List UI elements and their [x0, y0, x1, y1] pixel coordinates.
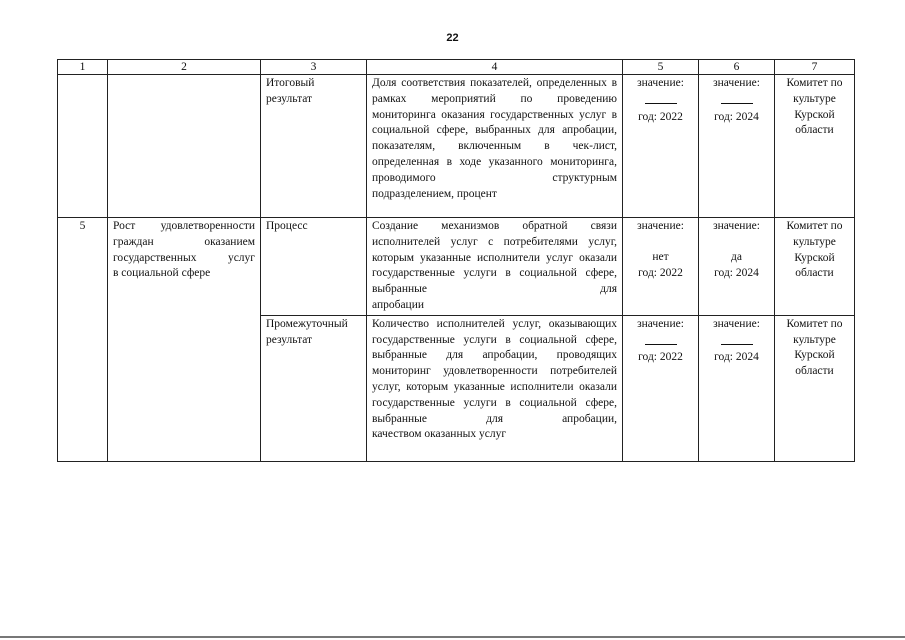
indicator-text — [367, 218, 623, 316]
base-year: год: 2022 — [638, 351, 683, 364]
indicator-line: государственных услуг в социальной — [372, 108, 617, 137]
blank-value — [645, 333, 677, 345]
indicator-line: показателям, включенным в чек-лист, — [372, 140, 617, 153]
col-header-1: 1 — [58, 60, 108, 75]
indicators-table — [57, 59, 855, 462]
responsible-cell: Комитет по культуре Курской области — [775, 218, 855, 316]
responsible-cell: Комитет по культуре Курской области — [775, 315, 855, 461]
header-row — [58, 60, 855, 75]
result-type: Процесс — [261, 218, 367, 316]
indicator-line: которым указанные исполнители оказали — [406, 380, 618, 393]
indicator-line: мониторинга, проводимого структурным — [372, 155, 617, 184]
blank-value — [721, 333, 753, 345]
indicator-line: подразделением, процент — [372, 187, 497, 200]
row-number: 5 — [58, 218, 108, 462]
col-header-5: 5 — [623, 60, 699, 75]
task-cell — [108, 75, 261, 218]
base-label: значение: — [637, 220, 684, 232]
indicator-line: качеством оказанных услуг — [372, 428, 507, 441]
indicator-line: исполнителей услуг с потребителями — [372, 235, 578, 248]
target-value-cell — [699, 218, 775, 316]
target-label: значение: — [713, 77, 760, 89]
result-type: Итоговый результат — [261, 75, 367, 218]
task-line: граждан оказанием — [113, 235, 255, 248]
base-label: значение: — [637, 77, 684, 89]
indicator-line: услуг, которым указанные исполнители — [372, 235, 618, 264]
target-year: год: 2024 — [714, 266, 759, 279]
indicator-line: апробации, проводящих мониторинг — [372, 349, 618, 378]
base-year: год: 2022 — [638, 266, 683, 279]
scan-edge-line — [0, 636, 905, 638]
indicator-line: Количество исполнителей услуг, — [372, 317, 542, 330]
target-value-cell — [699, 315, 775, 461]
blank-value — [721, 92, 753, 104]
indicator-line: в социальной сфере, выбранные для — [372, 333, 618, 362]
indicator-line: удовлетворенности потребителей услуг, — [372, 365, 618, 393]
indicator-line: государственные услуги в социальной — [372, 396, 577, 409]
indicator-line: проведению мониторинга оказания — [372, 92, 617, 121]
indicator-line: оказывающих государственные услуги — [372, 317, 618, 346]
base-label: значение: — [637, 317, 684, 330]
result-type: Промежуточный результат — [261, 315, 367, 461]
col-header-6: 6 — [699, 60, 775, 75]
indicator-line: сфере, выбранных для апробации, — [436, 124, 617, 137]
target-year: год: 2024 — [714, 110, 759, 123]
indicator-text — [367, 315, 623, 461]
base-value-cell — [623, 75, 699, 218]
indicator-line: апробации — [372, 298, 425, 311]
base-value-cell — [623, 218, 699, 316]
task-cell — [108, 218, 261, 462]
indicator-line: услуг оказали государственные услуги — [372, 251, 618, 280]
responsible-cell: Комитет по культуре Курской области — [775, 75, 855, 218]
blank-value — [645, 92, 677, 104]
target-label: значение: — [713, 220, 760, 232]
indicator-line: определенных в рамках мероприятий по — [372, 77, 618, 105]
target-value: да — [731, 250, 742, 263]
col-header-7: 7 — [775, 60, 855, 75]
target-value-cell — [699, 75, 775, 218]
task-line: государственных услуг — [113, 251, 255, 264]
base-year: год: 2022 — [638, 110, 683, 123]
indicator-text — [367, 75, 623, 218]
target-year: год: 2024 — [714, 351, 759, 364]
indicator-line: Создание механизмов обратной связи — [372, 220, 617, 232]
page-number: 22 — [446, 32, 459, 44]
row-number — [58, 75, 108, 218]
task-line: Рост удовлетворенности — [113, 220, 255, 232]
base-value-cell — [623, 315, 699, 461]
table-row — [58, 75, 855, 218]
target-label: значение: — [713, 317, 760, 330]
base-value: нет — [652, 250, 669, 263]
col-header-3: 3 — [261, 60, 367, 75]
indicator-line: в социальной сфере, выбранные для — [372, 267, 618, 296]
table-row — [58, 218, 855, 316]
col-header-4: 4 — [367, 60, 623, 75]
indicator-line: сфере, выбранные для апробации, — [372, 396, 617, 425]
indicator-line: Доля соответствия показателей, — [372, 77, 532, 89]
col-header-2: 2 — [108, 60, 261, 75]
indicator-line: определенная в ходе указанного — [372, 155, 543, 168]
task-line: в социальной сфере — [113, 267, 211, 280]
